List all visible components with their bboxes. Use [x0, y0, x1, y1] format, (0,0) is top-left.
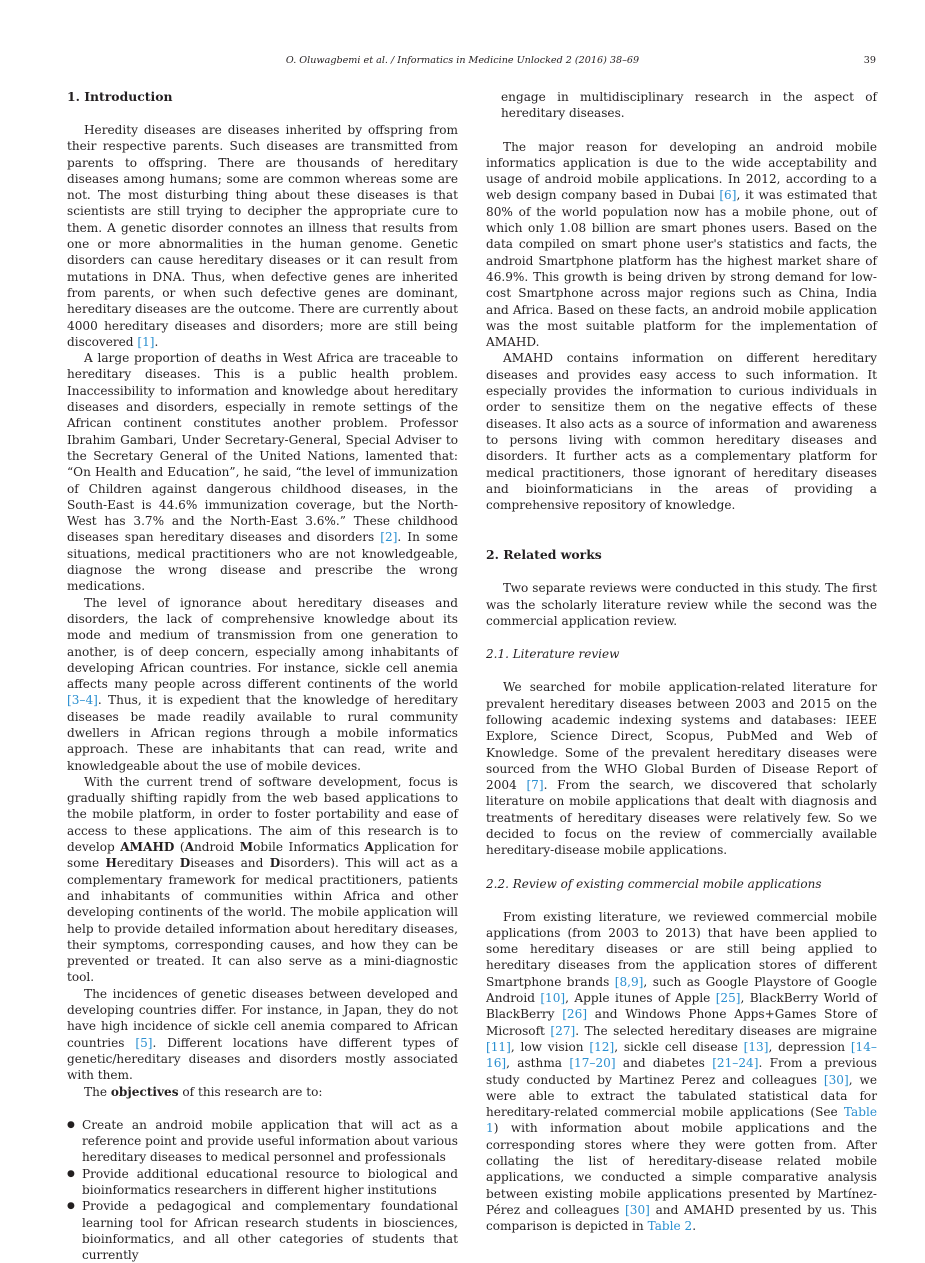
table-link[interactable]: Table 2 [647, 1219, 693, 1234]
citation-link[interactable]: [5] [135, 1035, 153, 1050]
objectives-intro: The objectives of this research are to: [84, 1084, 323, 1099]
amahd-paragraph: AMAHD contains information on different hereditary diseases and provides easy access to such information. It especially provides the information to curious individuals in order to sensitize them on the negative effects of these diseases. It also acts as a source of information and awareness to persons living with common hereditary diseases and disorders. It further acts as a complementary platform for medical practitioners, those ignorant of hereditary diseases and bioinformaticians in the areas of providing a comprehensive repository of knowledge. [486, 351, 877, 513]
citation-link[interactable]: [10] [540, 991, 566, 1006]
list-item: ● Create an android mobile application that will act as a reference point and provide useful information about various hereditary diseases to medical personnel and professionals [67, 1117, 458, 1166]
section-2-heading: 2. Related works [486, 547, 602, 563]
citation-link[interactable]: [30] [625, 1202, 650, 1217]
android-paragraph: The major reason for developing an android mobile informatics application is due to the wide acceptability and usage of android mobile applications. In 2012, according to a web design company based in Dubai [6], it was estimated that 80% of the world population now has a mobile phone, out of which only 1.08 billion are smart phones users. Based on the data compiled on smart phone user's statistics and facts, the android Smartphone platform has the highest market share of 46.9%. This growth is being driven by strong demand for low-cost Smartphone across major regions such as China, India and Africa. Based on these facts, an android mobile application was the most suitable platform for the implementation of AMAHD. [486, 139, 877, 350]
page-number: 39 [863, 55, 876, 66]
citation-link[interactable]: [6] [719, 188, 737, 203]
running-title: O. Oluwagbemi et al. / Informatics in Medicine Unlocked 2 (2016) 38–69 [285, 55, 640, 66]
intro-paragraph-5: The incidences of genetic diseases between developed and developing countries differ. For instance, in Japan, they do not have high incidence of sickle cell anemia compared to African countries [5]. Different locations have different types of genetic/hereditary diseases and disorders mostly associated with them. [67, 986, 458, 1083]
citation-link[interactable]: [30] [823, 1072, 849, 1087]
citation-link[interactable]: [26] [562, 1007, 588, 1022]
section-1-heading: 1. Introduction [67, 89, 173, 104]
left-column [67, 89, 458, 1263]
citation-link[interactable]: [13] [743, 1039, 769, 1054]
related-works-paragraph: Two separate reviews were conducted in this study. The first was the scholarly literature review while the second was the commercial application review. [486, 581, 877, 629]
intro-paragraph-4: With the current trend of software development, focus is gradually shifting rapidly from the web based applications to the mobile platform, in order to foster portability and ease of access to these applications. The aim of this research is to develop AMAHD (Android Mobile Informatics Application for some Hereditary Diseases and Disorders). This will act as a complementary framework for medical practitioners, patients and inhabitants of communities within Africa and other developing continents of the world. The mobile application will help to provide detailed information about hereditary diseases, their symptoms, corresponding causes, and how they can be prevented or treated. It can also serve as a mini-diagnostic tool. [67, 774, 458, 985]
subsection-2-2-heading: 2.2. Review of existing commercial mobile applications [486, 876, 822, 891]
literature-review-paragraph: We searched for mobile application-related literature for prevalent hereditary diseases between 2003 and 2015 on the following academic indexing systems and databases: IEEE Explore, Science Direct, Scopus, PubMed and Web of Knowledge. Some of the prevalent hereditary diseases were sourced from the WHO Global Burden of Disease Report of 2004 [7]. From the search, we discovered that scholarly literature on mobile applications that dealt with diagnosis and treatments of hereditary diseases were relatively few. So we decided to focus on the review of commercially available hereditary-disease mobile applications. [486, 680, 877, 858]
intro-paragraph-2: A large proportion of deaths in West Africa are traceable to hereditary diseases. This is a public health problem. Inaccessibility to information and knowledge about hereditary diseases and disorders, especially in remote settings of the African continent constitutes another problem. Professor Ibrahim Gambari, Under Secretary-General, Special Adviser to the Secretary General of the United Nations, lamented that: “On Health and Education”, he said, “the level of immunization of Children against dangerous childhood diseases, in the South-East is 44.6% immunization coverage, but the North-West has 3.7% and the North-East 3.6%.” These childhood diseases span hereditary diseases and disorders [2]. In some situations, medical practitioners who are not knowledgeable, diagnose the wrong disease and prescribe the wrong medications. [67, 351, 458, 594]
citation-link[interactable]: [11] [486, 1039, 511, 1054]
citation-link[interactable]: [25] [715, 991, 741, 1006]
citation-link[interactable]: [12] [589, 1039, 615, 1054]
objectives-list [67, 1117, 458, 1263]
citation-link[interactable]: [8,9] [614, 974, 644, 989]
citation-link[interactable]: [17–20] [569, 1056, 616, 1071]
citation-link[interactable]: [21–24] [712, 1056, 759, 1071]
intro-paragraph-1: Heredity diseases are diseases inherited by offspring from their respective parents. Such diseases are transmitted from parents to offspring. There are thousands of hereditary diseases among humans; some are common whereas some are not. The most disturbing thing about these diseases is that scientists are still trying to decipher the appropriate cure to them. A genetic disorder connotes an illness that results from one or more abnormalities in the human genome. Genetic disorders can cause hereditary diseases or it can result from mutations in DNA. Thus, when defective genes are inherited from parents, or when such defective genes are dominant, hereditary diseases are the outcome. There are currently about 4000 hereditary diseases and disorders; more are still being discovered [1]. [67, 123, 458, 349]
intro-paragraph-3: The level of ignorance about hereditary diseases and disorders, the lack of comprehensive knowledge about its mode and medium of transmission from one generation to another, is of deep concern, especially among inhabitants of developing African countries. For instance, sickle cell anemia affects many people across different continents of the world [3–4]. Thus, it is expedient that the knowledge of hereditary diseases be made readily available to rural community dwellers in African regions through a mobile informatics approach. These are inhabitants that can read, write and knowledgeable about the use of mobile devices. [67, 595, 458, 773]
list-item: ● Provide a pedagogical and complementary foundational learning tool for African research students in biosciences, bioinformatics, and all other categories of students that currently [67, 1198, 458, 1263]
citation-link[interactable]: [1] [137, 334, 155, 349]
citation-link[interactable]: [14–16] [486, 1039, 877, 1071]
citation-link[interactable]: [7] [526, 778, 544, 793]
subsection-2-1-heading: 2.1. Literature review [486, 647, 620, 662]
right-column [486, 89, 877, 1235]
list-item: ● Provide additional educational resource to biological and bioinformatics researchers in different higher institutions [67, 1166, 458, 1199]
citation-link[interactable]: [27] [550, 1023, 576, 1038]
commercial-review-paragraph: From existing literature, we reviewed commercial mobile applications (from 2003 to 2013) that have been applied to some hereditary diseases or are still being applied to hereditary diseases from the application stores of different Smartphone brands [8,9], such as Google Playstore of Google Android [10], Apple itunes of Apple [25], BlackBerry World of BlackBerry [26] and Windows Phone Apps+Games Store of Microsoft [27]. The selected hereditary diseases are migraine [11], low vision [12], sickle cell disease [13], depression [14–16], asthma [17–20] and diabetes [21–24]. From a previous study conducted by Martinez Perez and colleagues [30], we were able to extract the tabulated statistical data for hereditary-related commercial mobile applications (See Table 1) with information about mobile applications and the corresponding stores where they were gotten from. After collating the list of hereditary-disease related mobile applications, we conducted a simple comparative analysis between existing mobile applications presented by Martínez-Pérez and colleagues [30] and AMAHD presented by us. This comparison is depicted in Table 2. [486, 909, 878, 1234]
citation-link[interactable]: [2] [380, 530, 398, 545]
table-link[interactable]: Table 1 [486, 1105, 877, 1136]
citation-link[interactable]: [3–4] [67, 693, 98, 708]
bullet-continuation: engage in multidisciplinary research in the aspect of hereditary diseases. [501, 90, 877, 121]
